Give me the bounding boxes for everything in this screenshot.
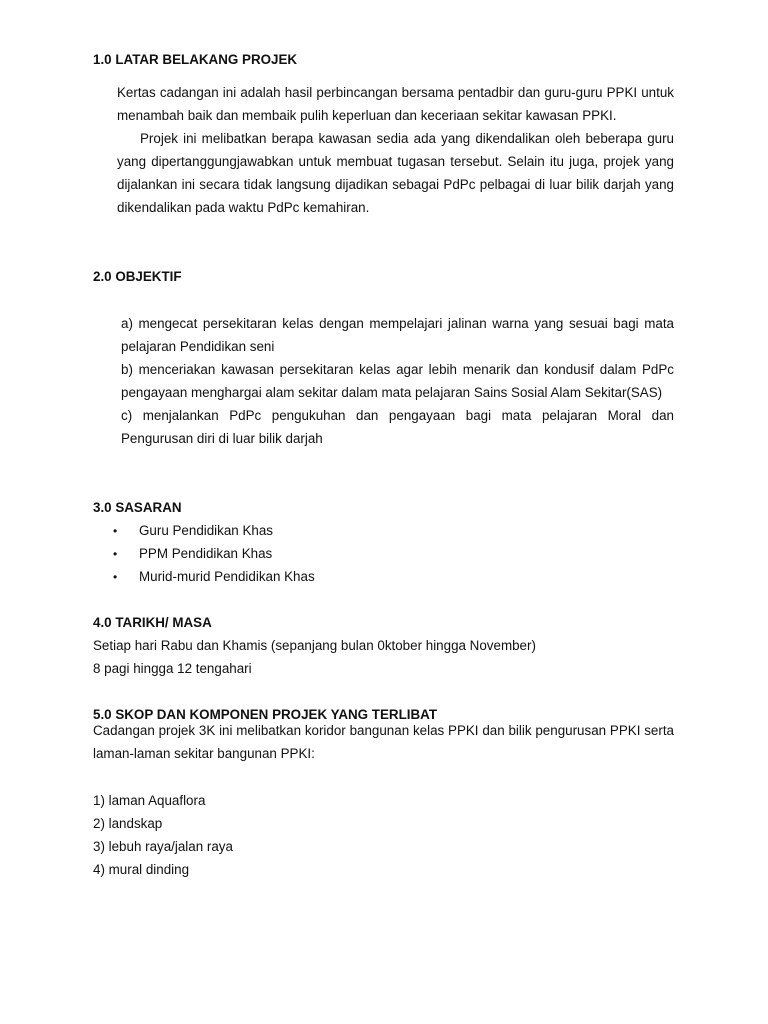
bullet-icon: •	[113, 547, 118, 561]
scope-item: 1) laman Aquaflora	[93, 793, 206, 808]
schedule-time: 8 pagi hingga 12 tengahari	[93, 661, 252, 676]
target-item-label: Murid-murid Pendidikan Khas	[139, 569, 315, 584]
section-1-body	[117, 81, 674, 219]
section-1-paragraph-2: Projek ini melibatkan berapa kawasan sedia ada yang dikendalikan oleh beberapa guru yang dipertanggungjawabkan untuk membuat tugasan tersebut. Selain itu juga, projek yang dijalankan ini secara tidak langsung dijadikan sebagai PdPc pelbagai di luar bilik darjah yang dikendalikan pada waktu PdPc kemahiran.	[117, 131, 674, 215]
bullet-icon: •	[113, 570, 118, 584]
schedule-days: Setiap hari Rabu dan Khamis (sepanjang bulan 0ktober hingga November)	[93, 638, 536, 653]
objective-item-a: a) mengecat persekitaran kelas dengan mempelajari jalinan warna yang sesuai bagi mata pelajaran Pendidikan seni	[121, 316, 674, 354]
objective-list	[121, 312, 674, 450]
section-4-heading: 4.0 TARIKH/ MASA	[93, 615, 212, 630]
target-list-item	[113, 519, 273, 543]
section-1-paragraph-1: Kertas cadangan ini adalah hasil perbincangan bersama pentadbir dan guru-guru PPKI untuk menambah baik dan membaik pulih keperluan dan keceriaan sekitar kawasan PPKI.	[117, 85, 674, 123]
scope-item: 4) mural dinding	[93, 862, 190, 877]
bullet-icon: •	[113, 524, 118, 538]
section-3-heading: 3.0 SASARAN	[93, 500, 182, 515]
scope-intro: Cadangan projek 3K ini melibatkan koridor bangunan kelas PPKI dan bilik pengurusan PPKI serta laman-laman sekitar bangunan PPKI:	[93, 723, 674, 761]
objective-item-b: b) menceriakan kawasan persekitaran kelas agar lebih menarik dan kondusif dalam PdPc pengayaan menghargai alam sekitar dalam mata pelajaran Sains Sosial Alam Sekitar(SAS)	[121, 362, 674, 400]
section-5-heading: 5.0 SKOP DAN KOMPONEN PROJEK YANG TERLIBAT	[93, 707, 438, 722]
scope-item: 3) lebuh raya/jalan raya	[93, 839, 233, 854]
section-1-heading: 1.0 LATAR BELAKANG PROJEK	[93, 52, 298, 67]
target-item-label: PPM Pendidikan Khas	[139, 546, 273, 561]
objective-item-c: c) menjalankan PdPc pengukuhan dan pengayaan bagi mata pelajaran Moral dan Pengurusan diri di luar bilik darjah	[121, 408, 674, 446]
scope-item: 2) landskap	[93, 816, 163, 831]
target-list-item	[113, 542, 272, 566]
target-item-label: Guru Pendidikan Khas	[139, 523, 273, 538]
target-list-item	[113, 565, 315, 589]
section-2-heading: 2.0 OBJEKTIF	[93, 269, 182, 284]
